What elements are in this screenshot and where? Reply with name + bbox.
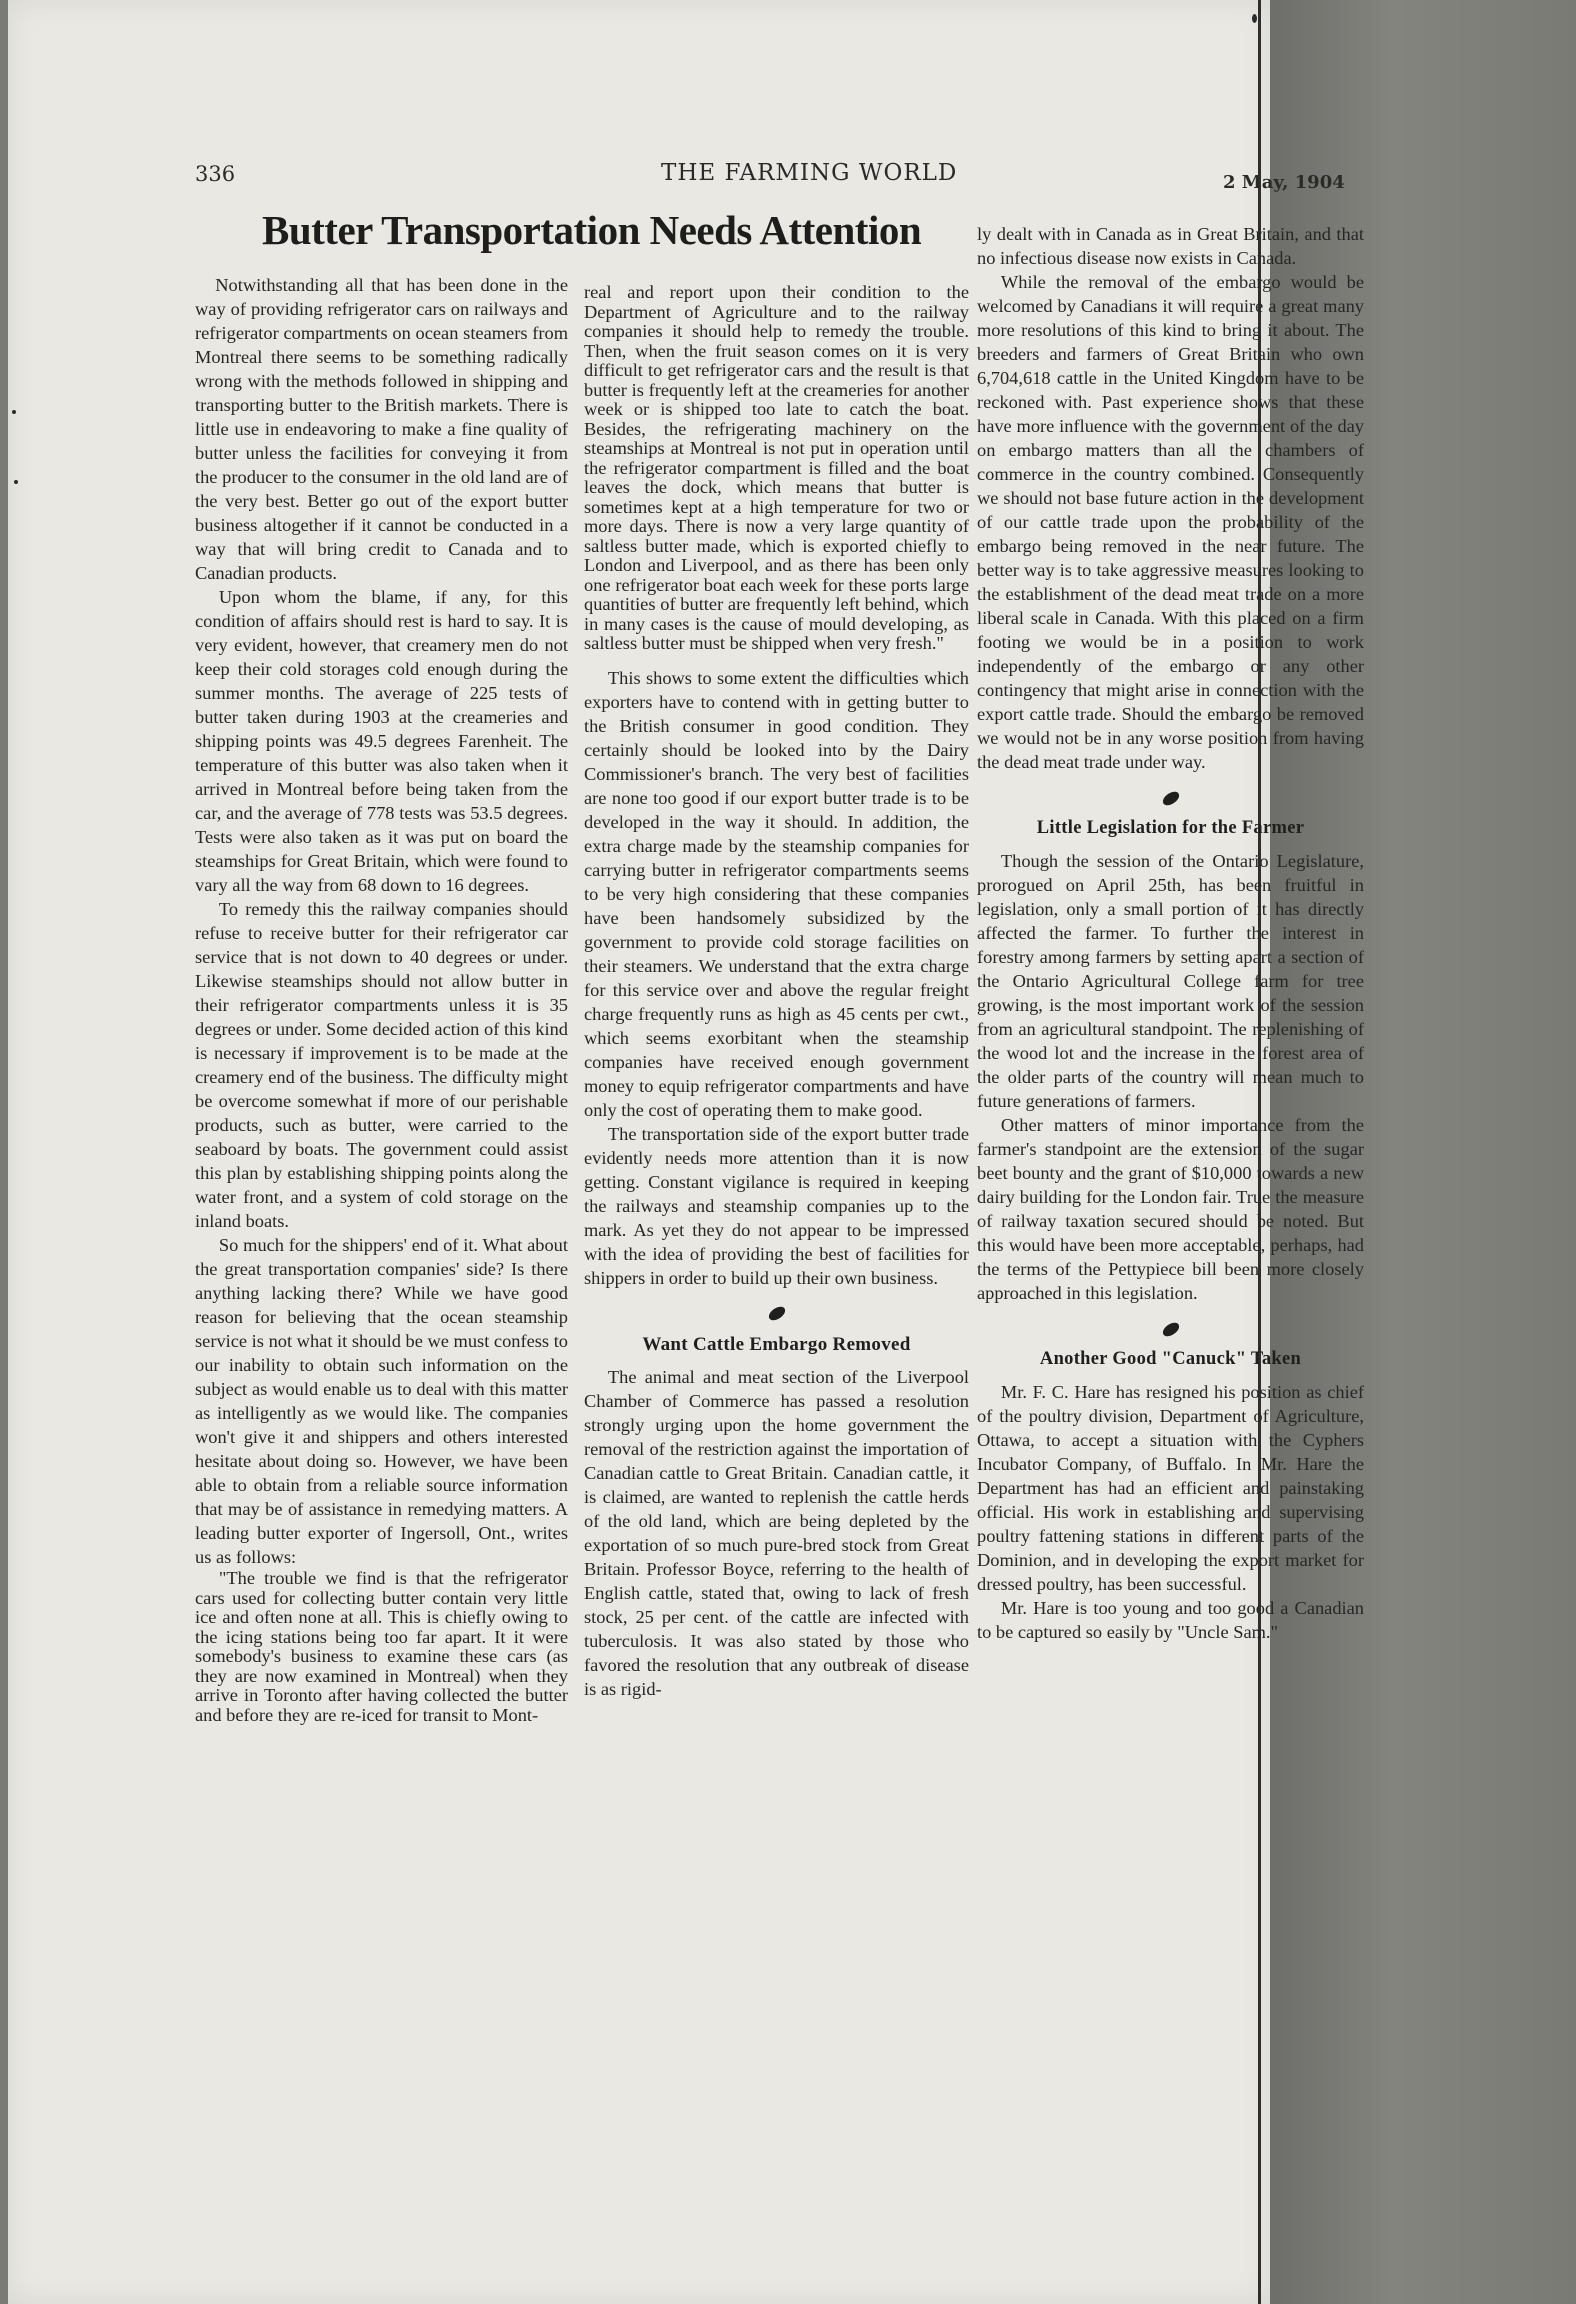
paragraph: The animal and meat section of the Liverpool Chamber of Commerce has passed a resolution strongly urging upon the home government the removal of the restriction against the importation of Canadian cattle to Great Britain. Canadian cattle, it is claimed, are wanted to replenish the cattle herds of the old land, which are being depleted by the exportation of so much pure-bred stock from Great Britain. Professor Boyce, referring to the health of English cattle, stated that, owing to lack of fresh stock, 25 per cent. of the cattle are infected with tuberculosis. It was also stated by those who favored the resolution that any outbreak of disease is as rigid- xyxy=(584,1366,969,1699)
paragraph: The transportation side of the export butter trade evidently needs more attention than it is now getting. Constant vigilance is required in keeping the railways and steamship companies up to the mark. As yet they do not appear to be impressed with the idea of providing the best of facilities for shippers in order to build up their own business. xyxy=(584,1123,969,1288)
section-heading: Another Good "Canuck" Taken xyxy=(1039,1349,1302,1369)
paragraph: Mr. F. C. Hare has resigned his position as chief of the poultry division, Department of Agriculture, Ottawa, to accept a situation with the Cyphers Incubator Company, of Buffalo. In Mr. Hare the Department has had an efficient and painstaking official. His work in establishing and supervising poultry fattening stations in different parts of the Dominion, and in developing the export market for dressed poultry, has been successful. xyxy=(977,1382,1364,1594)
paragraph: Other matters of minor importance from the farmer's standpoint are the extension of the sugar beet bounty and the grant of $10,000 towards a new dairy building for the London fair. True the measure of railway taxation secured should be noted. But this would have been more acceptable, perhaps, had the terms of the Pettypiece bill been more closely approached in this legislation. xyxy=(977,1115,1364,1303)
paragraph-continued: ly dealt with in Canada as in Great Britain, and that no infectious disease now exists in Canada. xyxy=(977,224,1364,268)
column-3 xyxy=(977,222,1364,1644)
paragraph: While the removal of the embargo would be welcomed by Canadians it will require a great many more resolutions of this kind to bring it about. The breeders and farmers of Great Britain who own 6,704,618 cattle in the United Kingdom have to be reckoned with. Past experience shows that these have more influence with the government of the day on embargo matters than all the chambers of commerce in the country combined. Consequently we should not base future action in the development of our cattle trade upon the probability of the embargo being removed in the near future. The better way is to take aggressive measures looking to the establishment of the dead meat trade on a more liberal scale in Canada. With this placed on a firm footing we would be in a position to work independently of the embargo or any other contingency that might arise in connection with the export cattle trade. Should the embargo be removed we would not be in any worse position from having the dead meat trade under way. xyxy=(977,272,1364,772)
speck xyxy=(1252,14,1257,23)
column-1 xyxy=(195,273,568,1725)
section-ornament xyxy=(584,1302,969,1328)
paragraph: So much for the shippers' end of it. What about the great transportation companies' side? Is there anything lacking there? While we have good reason for believing that the ocean steamship service is not what it should be we must confess to our inability to obtain such information on the subject as would enable us to deal with this matter as intelligently as we would like. The companies won't give it and shippers and others interested hesitate about doing so. However, we have been able to obtain from a reliable source information that may be of assistance in remedying matters. A leading butter exporter of Ingersoll, Ont., writes us as follows: xyxy=(195,1235,568,1567)
quoted-letter-continued: real and report upon their condition to the Department of Agriculture and to the railway companies it should help to remedy the trouble. Then, when the fruit season comes on it is very difficult to get refrigerator cars and the result is that butter is frequently left at the creameries for another week or is shipped too late to catch the boat. Besides, the refrigerating machinery on the steamships at Montreal is not put in operation until the refrigerator compartment is filled and the boat leaves the dock, which means that butter is sometimes kept at a high temperature for two or more days. There is now a very large quantity of saltless butter made, which is exported chiefly to London and Liverpool, and as there has been only one refrigerator boat each week for these ports large quantities of butter are frequently left behind, which in many cases is the cause of mould developing, as saltless butter must be shipped when very fresh." xyxy=(584,282,969,653)
running-header xyxy=(195,160,1365,200)
article-title: Butter Transportation Needs Attention xyxy=(262,207,922,253)
speck xyxy=(14,480,18,484)
speck xyxy=(12,410,16,414)
section-ornament xyxy=(977,1317,1364,1343)
paragraph: This shows to some extent the difficulties which exporters have to contend with in getting butter to the British consumer in good condition. They certainly should be looked into by the Dairy Commissioner's branch. The very best of facilities are none too good if our export butter trade is to be developed in the way it should. In addition, the extra charge made by the steamship companies for carrying butter in refrigerator compartments seems to be very high considering that these companies have been handsomely subsidized by the government to provide cold storage facilities on their steamers. We understand that the extra charge for this service over and above the regular freight charge frequently runs as high as 45 cents per cwt., which seems exorbitant when the steamship companies have received enough government money to equip refrigerator compartments and have only the cost of operating them to make good. xyxy=(584,667,969,1120)
paragraph: Mr. Hare is too young and too good a Canadian to be captured so easily by "Uncle Sam." xyxy=(977,1598,1364,1642)
page-number: 336 xyxy=(195,162,236,186)
paragraph: Upon whom the blame, if any, for this condition of affairs should rest is hard to say. It is very evident, however, that creamery men do not keep their cold storages cold enough during the summer months. The average of 225 tests of butter taken during 1903 at the creameries and shipping points was 49.5 degrees Farenheit. The temperature of this butter was also taken when it arrived in Montreal before being taken from the car, and the average of 778 tests was 53.5 degrees. Tests were also taken as it was put on board the steamships for Great Britain, which were found to vary all the way from 68 down to 16 degrees. xyxy=(195,587,568,895)
issue-date: 2 May, 1904 xyxy=(1223,172,1345,193)
section-heading: Want Cattle Embargo Removed xyxy=(642,1333,911,1355)
paragraph: Notwithstanding all that has been done in the way of providing refrigerator cars on railways and refrigerator compartments on ocean steamers from Montreal there seems to be something radically wrong with the methods followed in shipping and transporting butter to the British markets. There is little use in endeavoring to make a fine quality of butter unless the facilities for conveying it from the producer to the consumer in the old land are of the very best. Better go out of the export butter business altogether if it cannot be conducted in a way that will bring credit to Canada and to Canadian products. xyxy=(195,275,568,583)
column-2 xyxy=(584,283,969,1701)
paragraph: To remedy this the railway companies should refuse to receive butter for their refrigerator car service that is not down to 40 degrees or under. Likewise steamships should not allow butter in their refrigerator compartments unless it is 35 degrees or under. Some decided action of this kind is necessary if improvement is to be made at the creamery end of the business. The difficulty might be overcome somewhat if more of our perishable products, such as butter, were carried to the seaboard by boats. The government could assist this plan by establishing shipping points along the water front, and a system of cold storage on the inland boats. xyxy=(195,899,568,1231)
section-heading: Little Legislation for the Farmer xyxy=(1036,818,1305,838)
paragraph: Though the session of the Ontario Legislature, prorogued on April 25th, has been fruitful in legislation, only a small portion of it has directly affected the farmer. To further the interest in forestry among farmers by setting apart a section of the Ontario Agricultural College farm for tree growing, is the most important work of the session from an agricultural standpoint. The replenishing of the wood lot and the increase in the forest area of the older parts of the country will mean much to future generations of farmers. xyxy=(977,851,1364,1111)
publication-name: THE FARMING WORLD xyxy=(661,160,958,186)
quoted-letter: "The trouble we find is that the refrigerator cars used for collecting butter contain very little ice and often none at all. This is chiefly owing to the icing stations being too far apart. It it were somebody's business to examine these cars (as they are now examined in Montreal) when they arrive in Toronto after having collected the butter and before they are re-iced for transit to Mont- xyxy=(195,1568,568,1725)
section-ornament xyxy=(977,786,1364,812)
